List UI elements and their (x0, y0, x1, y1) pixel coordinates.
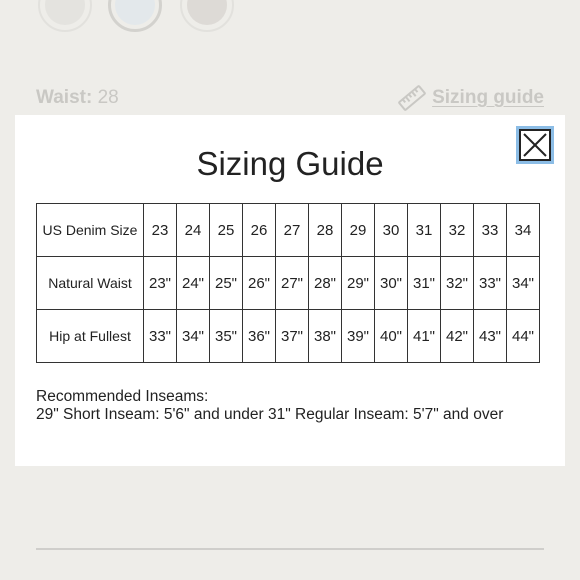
size-chart-table (36, 203, 540, 363)
color-swatch-1[interactable] (38, 0, 92, 32)
table-cell: 27" (276, 257, 309, 310)
table-cell: 31 (408, 204, 441, 257)
row-header: US Denim Size (37, 204, 144, 257)
table-cell: 34" (177, 310, 210, 363)
row-header: Hip at Fullest (37, 310, 144, 363)
table-cell: 32 (441, 204, 474, 257)
color-swatch-2-selected[interactable] (108, 0, 162, 32)
waist-value: 28 (97, 87, 119, 108)
waist-label: Waist: (36, 87, 93, 108)
table-cell: 29" (342, 257, 375, 310)
table-row (37, 310, 540, 363)
table-cell: 24 (177, 204, 210, 257)
table-cell: 42" (441, 310, 474, 363)
table-cell: 25" (210, 257, 243, 310)
sizing-guide-modal (15, 115, 565, 466)
table-cell: 33 (474, 204, 507, 257)
table-cell: 34 (507, 204, 540, 257)
table-cell: 24" (177, 257, 210, 310)
table-cell: 37" (276, 310, 309, 363)
table-cell: 36" (243, 310, 276, 363)
table-cell: 23 (144, 204, 177, 257)
table-row (37, 257, 540, 310)
table-cell: 28 (309, 204, 342, 257)
table-cell: 27 (276, 204, 309, 257)
waist-row (36, 84, 544, 112)
sizing-guide-link[interactable] (398, 85, 544, 111)
table-cell: 38" (309, 310, 342, 363)
table-cell: 25 (210, 204, 243, 257)
table-cell: 28" (309, 257, 342, 310)
color-swatch-3[interactable] (180, 0, 234, 32)
row-header: Natural Waist (37, 257, 144, 310)
table-cell: 26" (243, 257, 276, 310)
table-cell: 41" (408, 310, 441, 363)
sizing-guide-link-text: Sizing guide (432, 87, 544, 108)
table-cell: 29 (342, 204, 375, 257)
table-cell: 44" (507, 310, 540, 363)
table-cell: 39" (342, 310, 375, 363)
table-cell: 33" (474, 257, 507, 310)
table-cell: 26 (243, 204, 276, 257)
table-cell: 34" (507, 257, 540, 310)
divider (36, 548, 544, 550)
ruler-icon (398, 85, 426, 111)
inseams-heading: Recommended Inseams: (36, 388, 209, 405)
table-cell: 30" (375, 257, 408, 310)
table-row (37, 204, 540, 257)
table-cell: 35" (210, 310, 243, 363)
modal-title: Sizing Guide (196, 145, 384, 182)
waist-selection (36, 87, 119, 109)
table-cell: 32" (441, 257, 474, 310)
recommended-inseams (36, 388, 521, 424)
table-cell: 31" (408, 257, 441, 310)
close-icon (521, 131, 549, 159)
inseams-text: 29" Short Inseam: 5'6" and under 31" Regular Inseam: 5'7" and over (36, 406, 504, 423)
table-cell: 23" (144, 257, 177, 310)
table-cell: 40" (375, 310, 408, 363)
close-button[interactable] (519, 129, 551, 161)
table-cell: 33" (144, 310, 177, 363)
table-cell: 43" (474, 310, 507, 363)
table-cell: 30 (375, 204, 408, 257)
